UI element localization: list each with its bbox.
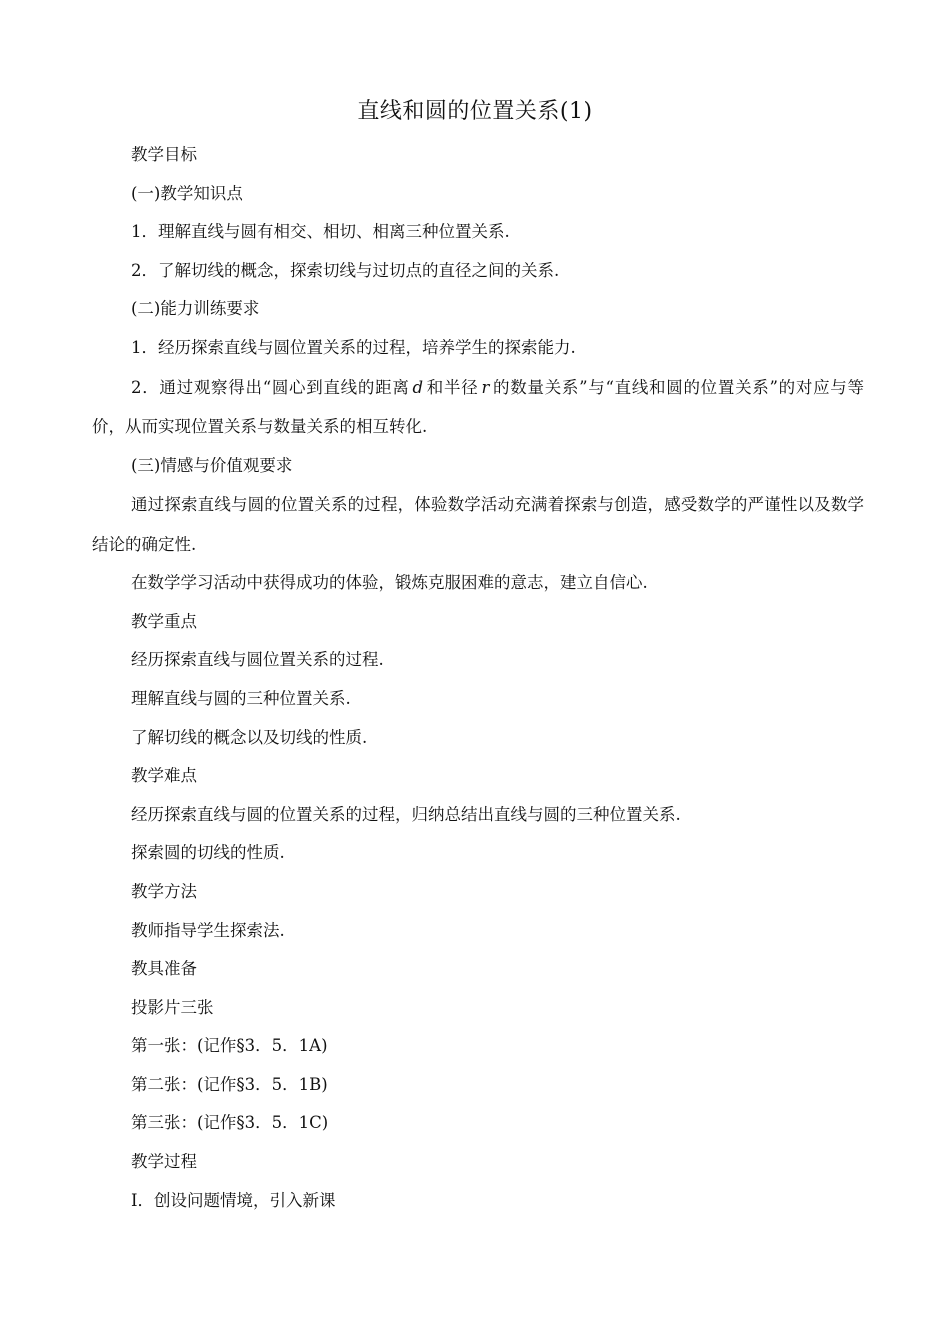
ability-item-2-text-c: 的数量关系”与“直线和圆的位置关系”的对应与等价，从而实现位置关系与数量关系的相互转化.: [92, 377, 865, 437]
ability-item-2-text-b: 和半径: [426, 377, 479, 397]
process-item-1: Ⅰ．创设问题情境，引入新课: [131, 1190, 336, 1210]
key-point-2: 理解直线与圆的三种位置关系.: [131, 688, 351, 708]
subsection-heading-emotion: (三)情感与价值观要求: [131, 455, 293, 475]
emotion-item-1: 通过探索直线与圆的位置关系的过程，体验数学活动充满着探索与创造，感受数学的严谨性以及数学结论的确定性.: [92, 495, 864, 554]
subsection-heading-knowledge: (一)教学知识点: [131, 183, 243, 203]
emotion-item-2: 在数学学习活动中获得成功的体验，锻炼克服困难的意志，建立自信心.: [131, 573, 648, 593]
tools-item-1: 投影片三张: [131, 997, 214, 1017]
section-heading-method: 教学方法: [131, 881, 197, 901]
ability-item-2-text-a: 2．通过观察得出“圆心到直线的距离: [131, 377, 410, 397]
ability-item-1: 1．经历探索直线与圆位置关系的过程，培养学生的探索能力.: [131, 337, 576, 357]
tools-item-4: 第三张：(记作§3．5．1C): [131, 1113, 329, 1133]
tools-item-2: 第一张：(记作§3．5．1A): [131, 1036, 328, 1056]
section-heading-objectives: 教学目标: [131, 145, 197, 164]
difficulty-2: 探索圆的切线的性质.: [131, 843, 285, 863]
variable-r: r: [481, 377, 490, 397]
section-heading-key-points: 教学重点: [131, 611, 197, 631]
section-heading-process: 教学过程: [131, 1152, 197, 1172]
tools-item-3: 第二张：(记作§3．5．1B): [131, 1074, 328, 1094]
knowledge-item-2: 2．了解切线的概念，探索切线与过切点的直径之间的关系.: [131, 260, 560, 280]
method-1: 教师指导学生探索法.: [131, 920, 285, 940]
ability-item-2: [92, 368, 864, 447]
document-body: [92, 136, 864, 1220]
subsection-heading-ability: (二)能力训练要求: [131, 299, 260, 319]
section-heading-tools: 教具准备: [131, 959, 197, 979]
page-title: 直线和圆的位置关系(1): [357, 99, 593, 124]
knowledge-item-1: 1．理解直线与圆有相交、相切、相离三种位置关系.: [131, 222, 510, 242]
section-heading-difficulties: 教学难点: [131, 766, 197, 786]
difficulty-1: 经历探索直线与圆的位置关系的过程，归纳总结出直线与圆的三种位置关系.: [131, 804, 681, 824]
variable-d: d: [412, 377, 424, 397]
key-point-1: 经历探索直线与圆位置关系的过程.: [131, 650, 384, 670]
key-point-3: 了解切线的概念以及切线的性质.: [131, 727, 368, 747]
